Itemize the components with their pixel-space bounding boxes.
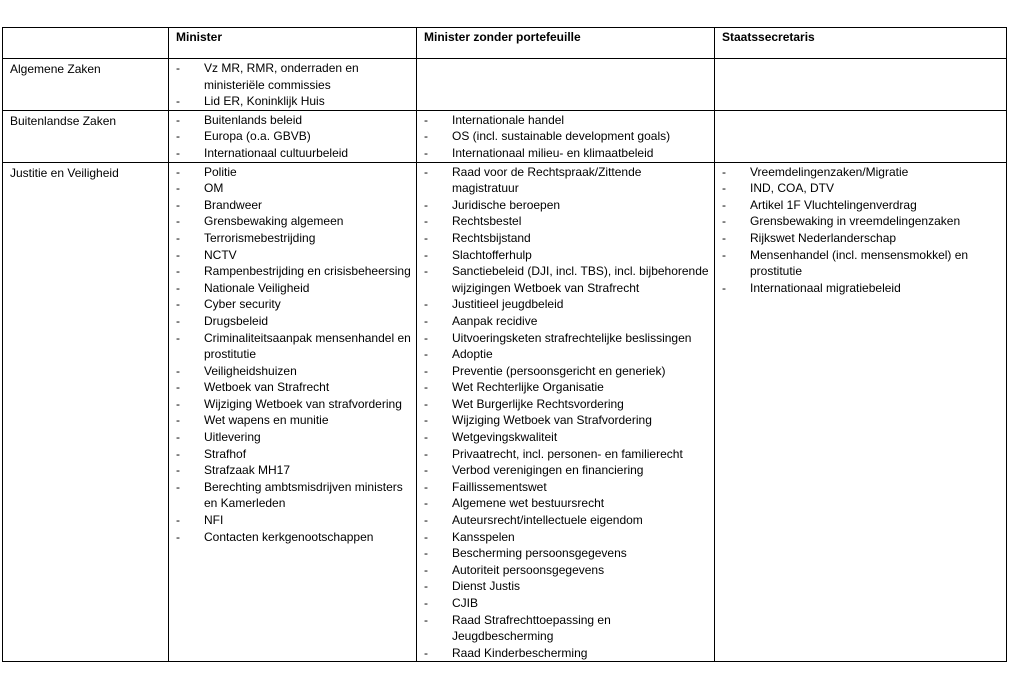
list-item: - Adoptie (424, 346, 710, 363)
minister-list (169, 111, 416, 162)
list-item: - Wet Burgerlijke Rechtsvordering (424, 396, 710, 413)
list-item: - Wetgevingskwaliteit (424, 429, 710, 446)
minister-zonder-portefeuille-cell (417, 110, 715, 162)
department-cell: Justitie en Veiligheid (3, 162, 169, 662)
table-row (3, 110, 1007, 162)
staatssecretaris-cell (715, 162, 1007, 662)
minister-zonder-portefeuille-list (417, 163, 714, 662)
list-item: - Wet Rechterlijke Organisatie (424, 379, 710, 396)
header-minister-zonder-portefeuille: Minister zonder portefeuille (417, 28, 715, 59)
header-staatssecretaris: Staatssecretaris (715, 28, 1007, 59)
list-item: - Cyber security (176, 296, 412, 313)
list-item: - Strafzaak MH17 (176, 462, 412, 479)
list-item: - Rechtsbijstand (424, 230, 710, 247)
list-item: - Algemene wet bestuursrecht (424, 495, 710, 512)
staatssecretaris-cell (715, 59, 1007, 111)
list-item: - Internationale handel (424, 112, 710, 129)
list-item: - Wijziging Wetboek van Strafvordering (424, 412, 710, 429)
list-item: - Europa (o.a. GBVB) (176, 128, 412, 145)
minister-cell (169, 162, 417, 662)
table-row (3, 162, 1007, 662)
list-item: - Criminaliteitsaanpak mensenhandel en prostitutie (176, 330, 412, 363)
list-item: - Slachtofferhulp (424, 247, 710, 264)
department-cell: Algemene Zaken (3, 59, 169, 111)
header-minister: Minister (169, 28, 417, 59)
list-item: - Internationaal migratiebeleid (722, 280, 1002, 297)
list-item: - Wetboek van Strafrecht (176, 379, 412, 396)
list-item: - Verbod verenigingen en financiering (424, 462, 710, 479)
list-item: - Uitlevering (176, 429, 412, 446)
list-item: - NCTV (176, 247, 412, 264)
minister-zonder-portefeuille-cell (417, 162, 715, 662)
list-item: - CJIB (424, 595, 710, 612)
staatssecretaris-cell (715, 110, 1007, 162)
list-item: - Wijziging Wetboek van strafvordering (176, 396, 412, 413)
minister-list (169, 59, 416, 110)
list-item: - Bescherming persoonsgegevens (424, 545, 710, 562)
list-item: - Preventie (persoonsgericht en generiek) (424, 363, 710, 380)
list-item: - Sanctiebeleid (DJI, incl. TBS), incl. bijbehorende wijzigingen Wetboek van Strafrecht (424, 263, 710, 296)
list-item: - Uitvoeringsketen strafrechtelijke beslissingen (424, 330, 710, 347)
list-item: - Artikel 1F Vluchtelingenverdrag (722, 197, 1002, 214)
list-item: - Kansspelen (424, 529, 710, 546)
list-item: - IND, COA, DTV (722, 180, 1002, 197)
list-item: - Privaatrecht, incl. personen- en familierecht (424, 446, 710, 463)
list-item: - Justitieel jeugdbeleid (424, 296, 710, 313)
list-item: - Internationaal cultuurbeleid (176, 145, 412, 162)
list-item: - OM (176, 180, 412, 197)
list-item: - Vz MR, RMR, onderraden en ministeriële commissies (176, 60, 412, 93)
list-item: - Vreemdelingenzaken/Migratie (722, 164, 1002, 181)
minister-cell (169, 59, 417, 111)
header-row (3, 28, 1007, 59)
list-item: - Raad Strafrechttoepassing en Jeugdbescherming (424, 612, 710, 645)
list-item: - Auteursrecht/intellectuele eigendom (424, 512, 710, 529)
list-item: - Politie (176, 164, 412, 181)
minister-list (169, 163, 416, 546)
list-item: - Internationaal milieu- en klimaatbeleid (424, 145, 710, 162)
table-row (3, 59, 1007, 111)
list-item: - Grensbewaking algemeen (176, 213, 412, 230)
minister-zonder-portefeuille-list (417, 111, 714, 162)
list-item: - Juridische beroepen (424, 197, 710, 214)
list-item: - Nationale Veiligheid (176, 280, 412, 297)
list-item: - Buitenlands beleid (176, 112, 412, 129)
list-item: - Rampenbestrijding en crisisbeheersing (176, 263, 412, 280)
minister-zonder-portefeuille-cell (417, 59, 715, 111)
list-item: - Mensenhandel (incl. mensensmokkel) en prostitutie (722, 247, 1002, 280)
list-item: - Brandweer (176, 197, 412, 214)
list-item: - Aanpak recidive (424, 313, 710, 330)
minister-cell (169, 110, 417, 162)
staatssecretaris-list (715, 163, 1006, 297)
list-item: - Dienst Justis (424, 578, 710, 595)
department-cell: Buitenlandse Zaken (3, 110, 169, 162)
list-item: - Rijkswet Nederlanderschap (722, 230, 1002, 247)
list-item: - Berechting ambtsmisdrijven ministers en Kamerleden (176, 479, 412, 512)
list-item: - Faillissementswet (424, 479, 710, 496)
list-item: - Raad voor de Rechtspraak/Zittende magistratuur (424, 164, 710, 197)
list-item: - OS (incl. sustainable development goals) (424, 128, 710, 145)
list-item: - Strafhof (176, 446, 412, 463)
list-item: - Contacten kerkgenootschappen (176, 529, 412, 546)
list-item: - Lid ER, Koninklijk Huis (176, 93, 412, 110)
list-item: - Drugsbeleid (176, 313, 412, 330)
list-item: - NFI (176, 512, 412, 529)
list-item: - Raad Kinderbescherming (424, 645, 710, 662)
list-item: - Veiligheidshuizen (176, 363, 412, 380)
list-item: - Autoriteit persoonsgegevens (424, 562, 710, 579)
list-item: - Rechtsbestel (424, 213, 710, 230)
header-department (3, 28, 169, 59)
list-item: - Terrorismebestrijding (176, 230, 412, 247)
portfolio-table (2, 27, 1007, 662)
list-item: - Grensbewaking in vreemdelingenzaken (722, 213, 1002, 230)
list-item: - Wet wapens en munitie (176, 412, 412, 429)
